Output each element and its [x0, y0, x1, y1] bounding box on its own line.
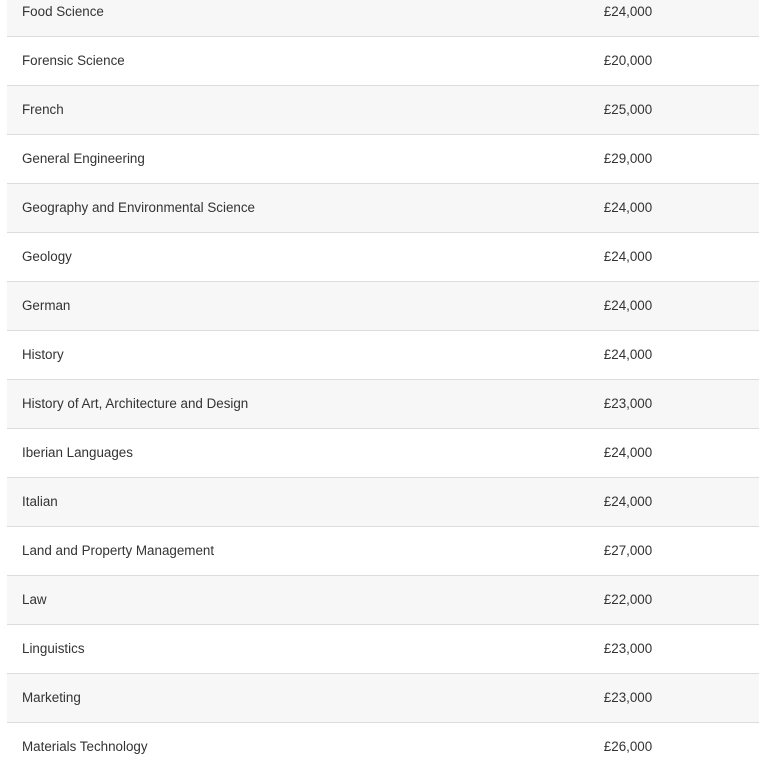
subject-cell: Forensic Science	[22, 53, 125, 68]
subject-cell: French	[22, 102, 64, 117]
subject-cell: General Engineering	[22, 151, 145, 166]
salary-cell: £24,000	[603, 347, 653, 362]
table-row	[7, 576, 759, 625]
table-row	[7, 723, 759, 770]
salary-cell: £24,000	[603, 4, 653, 19]
subject-cell: German	[22, 298, 71, 313]
subject-cell: History	[22, 347, 64, 362]
table-row	[7, 135, 759, 184]
table-row	[7, 625, 759, 674]
salary-table	[7, 0, 759, 770]
salary-cell: £23,000	[603, 690, 653, 705]
subject-cell: Italian	[22, 494, 58, 509]
subject-cell: Law	[22, 592, 47, 607]
table-row	[7, 429, 759, 478]
salary-cell: £24,000	[603, 298, 653, 313]
subject-cell: Geography and Environmental Science	[22, 200, 255, 215]
subject-cell: Land and Property Management	[22, 543, 215, 558]
table-row	[7, 282, 759, 331]
subject-cell: Marketing	[22, 690, 81, 705]
salary-cell: £24,000	[603, 445, 653, 460]
subject-cell: Geology	[22, 249, 72, 264]
subject-cell: Materials Technology	[22, 739, 148, 754]
table-row	[7, 674, 759, 723]
table-row	[7, 233, 759, 282]
subject-cell: Food Science	[22, 4, 104, 19]
table-row	[7, 478, 759, 527]
table-row	[7, 86, 759, 135]
salary-cell: £24,000	[603, 200, 653, 215]
salary-cell: £24,000	[603, 494, 653, 509]
salary-cell: £26,000	[603, 739, 653, 754]
subject-cell: Linguistics	[22, 641, 85, 656]
subject-cell: Iberian Languages	[22, 445, 133, 460]
table-row	[7, 37, 759, 86]
salary-cell: £24,000	[603, 249, 653, 264]
salary-cell: £23,000	[603, 396, 653, 411]
salary-cell: £22,000	[603, 592, 653, 607]
table-row	[7, 184, 759, 233]
salary-cell: £20,000	[603, 53, 653, 68]
table-row	[7, 380, 759, 429]
salary-cell: £29,000	[603, 151, 653, 166]
table-row	[7, 0, 759, 37]
salary-cell: £25,000	[603, 102, 653, 117]
subject-cell: History of Art, Architecture and Design	[22, 396, 249, 411]
table-row	[7, 527, 759, 576]
salary-cell: £27,000	[603, 543, 653, 558]
salary-cell: £23,000	[603, 641, 653, 656]
table-row	[7, 331, 759, 380]
